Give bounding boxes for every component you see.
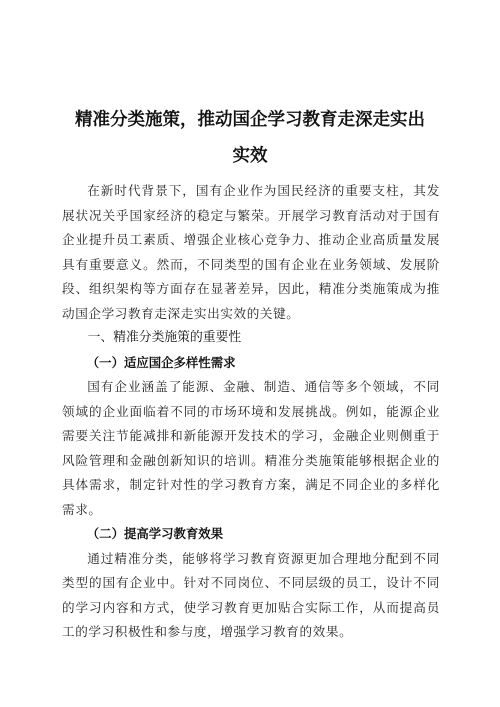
section-1-heading: 一、精准分类施策的重要性 — [87, 330, 242, 345]
intro-paragraph: 在新时代背景下，国有企业作为国民经济的重要支柱，其发展状况关乎国家经济的稳定与繁荣。开展学习教育活动对于国有企业提升员工素质、增强企业核心竞争力、推动企业高质量发展具有重要意义。然而，不同类型的国有企业在业务领域、发展阶段、组织架构等方面存在显著差异，因此，精准分类施策成为推动国企学习教育走深走实出实效的关键。 — [62, 183, 440, 321]
title-line-2: 实效 — [232, 145, 268, 166]
document-body — [62, 179, 440, 645]
title-line-1: 精准分类施策，推动国企学习教育走深走实出 — [75, 109, 425, 130]
subsection-2-paragraph: 通过精准分类，能够将学习教育资源更加合理地分配到不同类型的国有企业中。针对不同岗位、不同层级的员工，设计不同的学习内容和方式，使学习教育更加贴合实际工作，从而提高员工的学习积极性和参与度，增强学习教育的效果。 — [62, 550, 440, 639]
subsection-1-paragraph: 国有企业涵盖了能源、金融、制造、通信等多个领域，不同领域的企业面临着不同的市场环境和发展挑战。例如，能源企业需要关注节能减排和新能源开发技术的学习，金融企业则侧重于风险管理和金融创新知识的培训。精准分类施策能够根据企业的具体需求，制定针对性的学习教育方案，满足不同企业的多样化需求。 — [62, 379, 440, 517]
subsection-2-heading: （二）提高学习教育效果 — [86, 526, 224, 541]
subsection-1-heading: （一）适应国企多样性需求 — [86, 354, 236, 370]
document-title — [40, 102, 460, 174]
